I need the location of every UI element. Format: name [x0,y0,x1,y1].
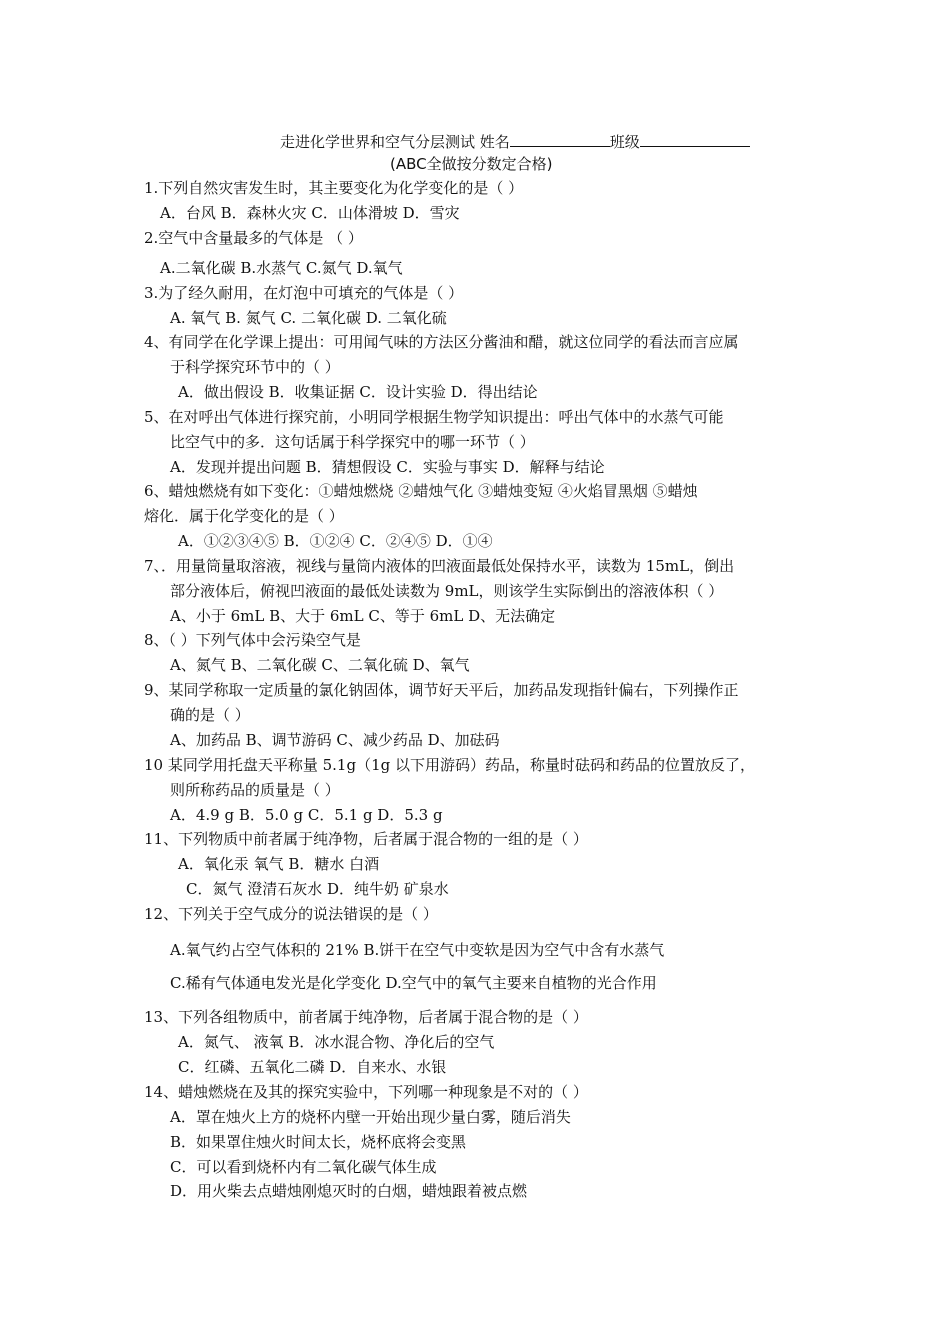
name-blank[interactable] [510,130,610,147]
option-line: B．如果罩住烛火时间太长，烧杯底将会变黑 [170,1133,467,1151]
question-line: 7、．用量筒量取溶液，视线与量筒内液体的凹液面最低处保持水平，读数为 15mL，倒出 [144,557,735,575]
class-blank[interactable] [640,130,750,147]
subtitle: (ABC全做按分数定合格) [390,155,553,173]
title-main: 走进化学世界和空气分层测试 姓名 [280,133,510,151]
title-line [280,130,750,152]
option-line: A、加药品 B、调节游码 C、减少药品 D、加砝码 [170,731,500,749]
question-line: 11、下列物质中前者属于纯净物，后者属于混合物的一组的是（ ） [144,830,588,848]
option-line: A、小于 6mL B、大于 6mL C、等于 6mL D、无法确定 [170,607,556,625]
question-line: 1.下列自然灾害发生时，其主要变化为化学变化的是（ ） [144,179,524,197]
question-line: 部分液体后，俯视凹液面的最低处读数为 9mL，则该学生实际倒出的溶液体积（ ） [170,582,724,600]
question-line: 13、下列各组物质中，前者属于纯净物，后者属于混合物的是（ ） [144,1008,588,1026]
question-line: 14、蜡烛燃烧在及其的探究实验中，下列哪一种现象是不对的（ ） [144,1083,588,1101]
question-line: 于科学探究环节中的（ ） [170,358,340,376]
option-line: A．4.9 g B．5.0 g C．5.1 g D．5.3 g [170,806,443,824]
question-line: 10 某同学用托盘天平称量 5.1g（1g 以下用游码）药品，称量时砝码和药品的位置放反了， [144,756,755,774]
question-line: 2.空气中含量最多的气体是 （ ） [144,229,363,247]
question-line: 确的是（ ） [170,706,250,724]
option-line: A．①②③④⑤ B．①②④ C．②④⑤ D．①④ [178,532,493,550]
question-line: 4、有同学在化学课上提出：可用闻气味的方法区分酱油和醋，就这位同学的看法而言应属 [144,333,739,351]
option-line: C．可以看到烧杯内有二氧化碳气体生成 [170,1158,437,1176]
option-line: A. 氧气 B. 氮气 C. 二氧化碳 D. 二氧化硫 [170,309,447,327]
question-line: 比空气中的多．这句话属于科学探究中的哪一环节（ ） [170,433,535,451]
option-line: A．发现并提出问题 B．猜想假设 C．实验与事实 D．解释与结论 [170,458,605,476]
option-line: A.氧气约占空气体积的 21% B.饼干在空气中变软是因为空气中含有水蒸气 [170,941,665,959]
option-line: C．氮气 澄清石灰水 D．纯牛奶 矿泉水 [186,880,449,898]
option-line: D．用火柴去点蜡烛刚熄灭时的白烟，蜡烛跟着被点燃 [170,1182,528,1200]
option-line: C．红磷、五氧化二磷 D．自来水、水银 [178,1058,447,1076]
option-line: A．做出假设 B．收集证据 C．设计实验 D．得出结论 [178,383,538,401]
option-line: A．氧化汞 氧气 B．糖水 白酒 [178,855,380,873]
option-line: A、氮气 B、二氧化碳 C、二氧化硫 D、氧气 [170,656,470,674]
question-line: 3.为了经久耐用，在灯泡中可填充的气体是（ ） [144,284,464,302]
question-line: 熔化．属于化学变化的是（ ） [144,507,344,525]
option-line: C.稀有气体通电发光是化学变化 D.空气中的氧气主要来自植物的光合作用 [170,974,657,992]
question-line: 8、（ ）下列气体中会污染空气是 [144,631,361,649]
class-label: 班级 [609,133,640,151]
option-line: A．台风 B．森林火灾 C．山体滑坡 D．雪灾 [160,204,460,222]
option-line: A．罩在烛火上方的烧杯内壁一开始出现少量白雾，随后消失 [170,1108,571,1126]
question-line: 12、下列关于空气成分的说法错误的是（ ） [144,905,438,923]
question-line: 则所称药品的质量是（ ） [170,781,340,799]
question-line: 9、某同学称取一定质量的氯化钠固体，调节好天平后，加药品发现指针偏右，下列操作正 [144,681,739,699]
option-line: A．氮气、 液氧 B．冰水混合物、净化后的空气 [178,1033,495,1051]
option-line: A.二氧化碳 B.水蒸气 C.氮气 D.氧气 [160,259,403,277]
question-line: 6、蜡烛燃烧有如下变化：①蜡烛燃烧 ②蜡烛气化 ③蜡烛变短 ④火焰冒黑烟 ⑤蜡烛 [144,482,698,500]
question-line: 5、在对呼出气体进行探究前，小明同学根据生物学知识提出：呼出气体中的水蒸气可能 [144,408,724,426]
